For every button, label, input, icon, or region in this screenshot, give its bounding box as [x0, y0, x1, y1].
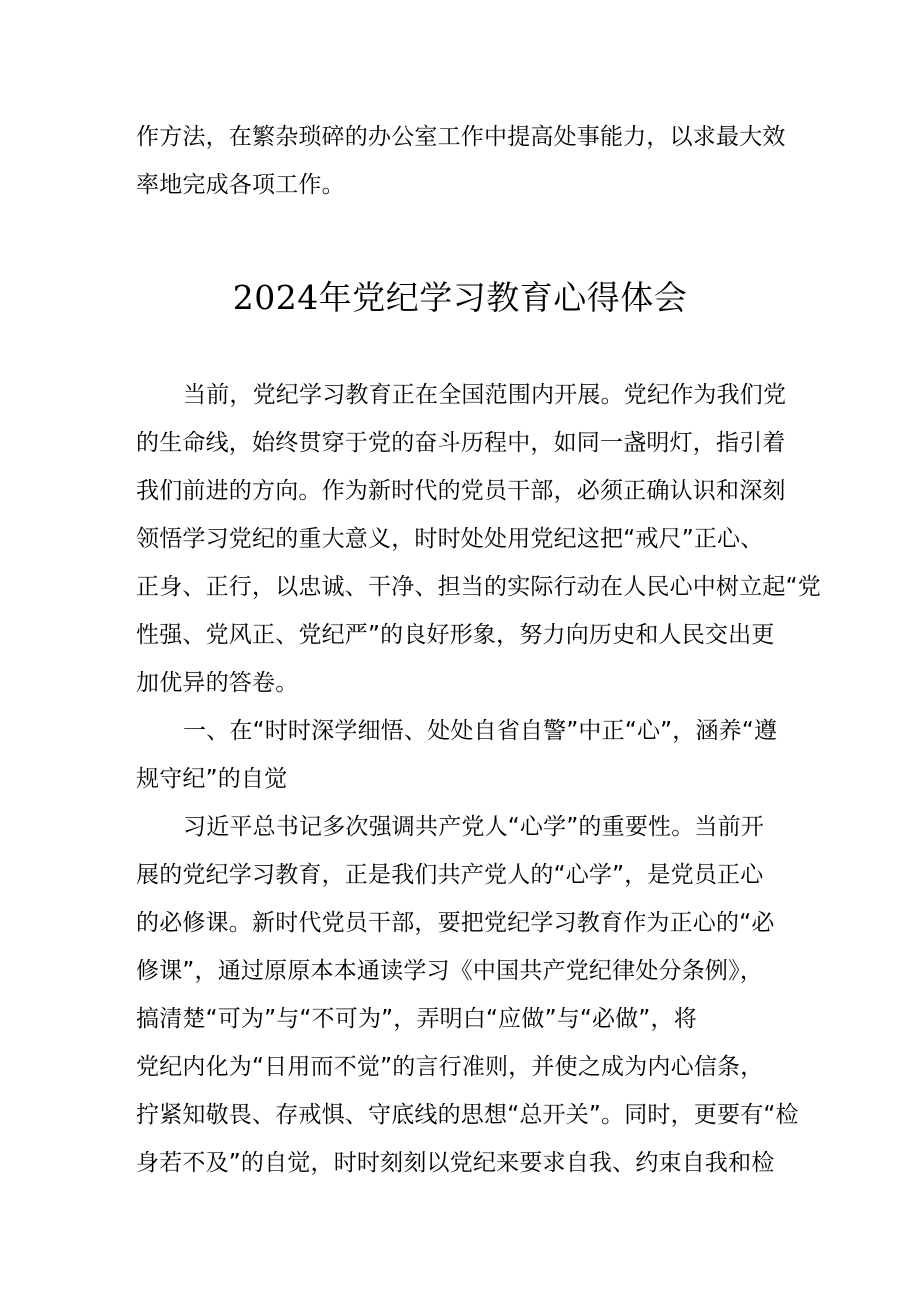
paragraph-current-situation — [136, 371, 821, 707]
document-title: 2024年党纪学习教育心得体会 — [232, 278, 688, 317]
text-line: 的生命线，始终贯穿于党的奋斗历程中，如同一盏明灯，指引着 — [136, 430, 786, 456]
paragraph-heart-study — [136, 803, 799, 1187]
text-line: 的必修课。新时代党员干部，要把党纪学习教育作为正心的“必 — [136, 910, 775, 936]
text-line: 正身、正行，以忠诚、干净、担当的实际行动在人民心中树立起“党 — [136, 574, 821, 600]
document-body — [136, 113, 821, 1187]
text-line: 展的党纪学习教育，正是我们共产党人的“心学”，是党员正心 — [136, 862, 764, 888]
text-line: 身若不及”的自觉，时时刻刻以党纪来要求自我、约束自我和检 — [136, 1150, 775, 1176]
text-line: 修课”，通过原原本本通读学习《中国共产党纪律处分条例》， — [136, 958, 764, 984]
text-line: 领悟学习党纪的重大意义，时时处处用党纪这把“戒尺”正心、 — [136, 526, 764, 552]
text-line: 习近平总书记多次强调共产党人“心学”的重要性。当前开 — [183, 814, 765, 840]
text-line: 率地完成各项工作。 — [136, 172, 345, 198]
text-line: 拧紧知敬畏、存戒惧、守底线的思想“总开关”。同时，更要有“检 — [136, 1102, 799, 1128]
text-line: 当前，党纪学习教育正在全国范围内开展。党纪作为我们党 — [183, 382, 787, 408]
text-line: 加优异的答卷。 — [136, 670, 299, 696]
text-line: 搞清楚“可为”与“不可为”，弄明白“应做”与“必做”，将 — [136, 1006, 697, 1032]
text-line: 党纪内化为“日用而不觉”的言行准则，并使之成为内心信条， — [136, 1054, 764, 1080]
text-line: 作方法，在繁杂琐碎的办公室工作中提高处事能力，以求最大效 — [136, 124, 786, 150]
intro-paragraph — [136, 113, 796, 209]
text-line: 一、在“时时深学细悟、处处自省自警”中正“心”，涵养“遵 — [183, 718, 778, 744]
text-line: 性强、党风正、党纪严”的良好形象，努力向历史和人民交出更 — [136, 622, 775, 648]
text-line: 我们前进的方向。作为新时代的党员干部，必须正确认识和深刻 — [136, 478, 786, 504]
section-heading-1 — [136, 707, 796, 803]
text-line: 规守纪”的自觉 — [136, 766, 288, 792]
